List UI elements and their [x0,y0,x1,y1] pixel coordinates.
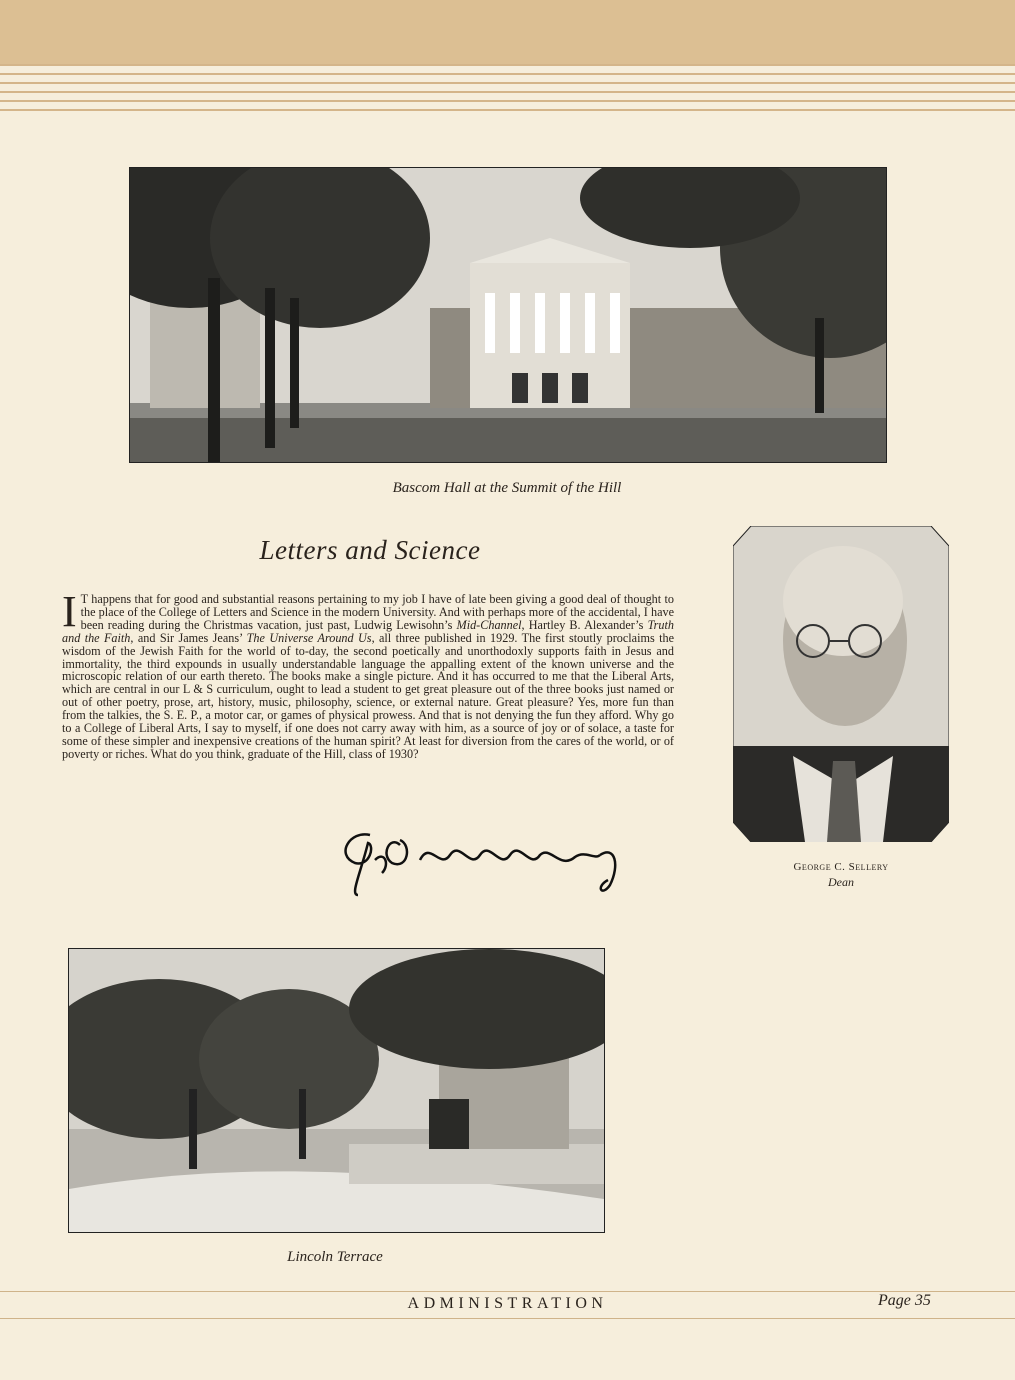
footer-section-title: ADMINISTRATION [407,1295,608,1312]
header-band [0,0,1015,64]
paragraph-text: T happens that for good and substantial reasons pertaining to my job I have of late been giving a good deal of thought to the place of the College of Letters and Science in the modern University. And with perhaps more of the accidental, I have been reading during the Christmas vacation, just past, Ludwig Lewisohn’s [80,592,674,632]
page-number: Page 35 [878,1292,931,1309]
paragraph-text: , Hartley B. Alexander’s [521,617,648,632]
drop-cap: I [62,587,77,636]
footer-rule-top [0,1291,1015,1292]
lincoln-terrace-photo [68,948,605,1233]
bascom-hall-photo [129,167,887,463]
paragraph-text: , and Sir James Jeans’ [130,630,247,645]
building-photo-icon [130,168,886,462]
body-paragraph [62,587,674,761]
portrait-photo-icon [733,526,949,842]
paragraph-text: , all three published in 1929. The first stoutly proclaims the wisdom of the Jewish Faith for the world of to-day, the second poetically and unorthodoxly supports faith in Jesus and immortality, the third expounds in usually understandable language the appalling extent of the known universe and the microscopic relation of our earth thereto. The books make a single picture. And it has occurred to me that the Liberal Arts, which are central in our L & S curriculum, ought to lead a student to get great pleasure out of the three books just named or out of other poetry, prose, art, history, music, philosophy, science, or external nature. Great pleasure? Yes, more fun than from the talkies, the S. E. P., a motor car, or games of physical prowess. And that is not denying the fun they afford. Why go to a College of Liberal Arts, I say to myself, if one does not carry away with him, as a source of joy or of solace, a taste for some of these simpler and inexpensive creations of the human spirit? At least for diversion from the cares of the world, or of poverty or riches. What do you think, graduate of the Hill, class of 1930? [62,630,674,761]
signature-icon [330,815,640,900]
portrait-name: George C. Sellery [793,861,889,873]
book-title: Truth and the Faith [62,617,674,645]
lincoln-caption: Lincoln Terrace [287,1249,383,1265]
book-title: Mid-Channel [456,617,522,632]
book-title: The Universe Around Us [246,630,372,645]
bascom-caption: Bascom Hall at the Summit of the Hill [392,480,622,496]
section-title: Letters and Science [259,535,481,565]
paragraph-runs [62,587,674,761]
statue-photo-icon [69,949,604,1232]
footer-rule-bottom [0,1318,1015,1319]
header-stripes [0,64,1015,116]
portrait-title: Dean [828,875,854,889]
